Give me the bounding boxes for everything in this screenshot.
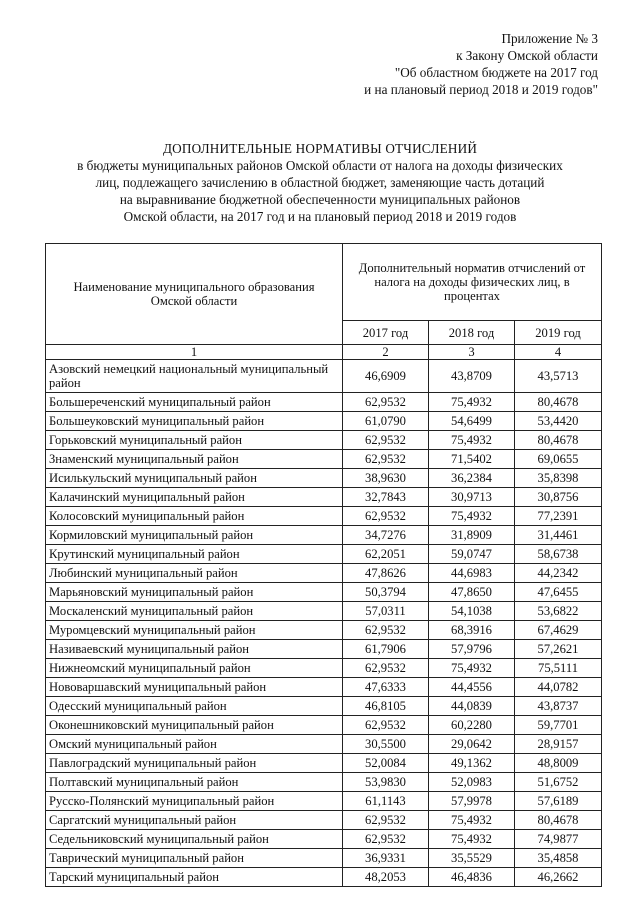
value-2018: 68,3916: [429, 621, 515, 640]
value-2017: 46,6909: [343, 360, 429, 393]
value-2017: 61,0790: [343, 412, 429, 431]
district-name: Павлоградский муниципальный район: [46, 754, 343, 773]
title-main: ДОПОЛНИТЕЛЬНЫЕ НОРМАТИВЫ ОТЧИСЛЕНИЙ: [162, 141, 478, 156]
value-2019: 28,9157: [515, 735, 602, 754]
value-2017: 52,0084: [343, 754, 429, 773]
table-body: [46, 360, 602, 887]
value-2018: 47,8650: [429, 583, 515, 602]
value-2018: 44,4556: [429, 678, 515, 697]
value-2017: 62,9532: [343, 621, 429, 640]
district-name: Тарский муниципальный район: [46, 868, 343, 887]
value-2019: 53,6822: [515, 602, 602, 621]
district-name: Горьковский муниципальный район: [46, 431, 343, 450]
value-2019: 80,4678: [515, 431, 602, 450]
value-2017: 62,9532: [343, 393, 429, 412]
column-number: 3: [429, 345, 515, 360]
appendix-law-period: и на плановый период 2018 и 2019 годов": [364, 82, 598, 97]
value-2018: 35,5529: [429, 849, 515, 868]
value-2019: 48,8009: [515, 754, 602, 773]
title-line-2: лиц, подлежащего зачислению в областной бюджет, заменяющие часть дотаций: [95, 175, 545, 190]
value-2017: 61,7906: [343, 640, 429, 659]
value-2017: 50,3794: [343, 583, 429, 602]
value-2017: 61,1143: [343, 792, 429, 811]
value-2019: 80,4678: [515, 811, 602, 830]
value-2017: 62,9532: [343, 507, 429, 526]
value-2018: 60,2280: [429, 716, 515, 735]
value-2017: 62,9532: [343, 830, 429, 849]
value-2019: 35,8398: [515, 469, 602, 488]
value-2018: 29,0642: [429, 735, 515, 754]
value-2019: 44,0782: [515, 678, 602, 697]
value-2019: 74,9877: [515, 830, 602, 849]
district-name: Одесский муниципальный район: [46, 697, 343, 716]
district-name: Оконешниковский муниципальный район: [46, 716, 343, 735]
table-row: [46, 431, 602, 450]
value-2018: 46,4836: [429, 868, 515, 887]
value-2019: 77,2391: [515, 507, 602, 526]
value-2019: 43,5713: [515, 360, 602, 393]
value-2019: 75,5111: [515, 659, 602, 678]
norms-table: [45, 243, 602, 887]
appendix-law-title: "Об областном бюджете на 2017 год: [394, 65, 598, 80]
value-2017: 46,8105: [343, 697, 429, 716]
value-2019: 69,0655: [515, 450, 602, 469]
value-2017: 47,8626: [343, 564, 429, 583]
value-2017: 36,9331: [343, 849, 429, 868]
value-2018: 54,1038: [429, 602, 515, 621]
header-year-2019: 2019 год: [515, 321, 602, 345]
header-name: Наименование муниципального образования Омской области: [46, 244, 343, 345]
value-2017: 62,9532: [343, 431, 429, 450]
header-norm: Дополнительный норматив отчислений от налога на доходы физических лиц, в процентах: [343, 244, 602, 321]
value-2019: 43,8737: [515, 697, 602, 716]
value-2017: 62,9532: [343, 811, 429, 830]
value-2019: 44,2342: [515, 564, 602, 583]
district-name: Колосовский муниципальный район: [46, 507, 343, 526]
value-2018: 57,9978: [429, 792, 515, 811]
value-2018: 30,9713: [429, 488, 515, 507]
district-name: Калачинский муниципальный район: [46, 488, 343, 507]
table-row: [46, 849, 602, 868]
value-2019: 31,4461: [515, 526, 602, 545]
table-row: [46, 716, 602, 735]
value-2019: 57,2621: [515, 640, 602, 659]
district-name: Знаменский муниципальный район: [46, 450, 343, 469]
district-name: Большеуковский муниципальный район: [46, 412, 343, 431]
value-2017: 32,7843: [343, 488, 429, 507]
table-row: [46, 640, 602, 659]
table-row: [46, 659, 602, 678]
table-row: [46, 621, 602, 640]
value-2018: 44,6983: [429, 564, 515, 583]
district-name: Москаленский муниципальный район: [46, 602, 343, 621]
column-number: 2: [343, 345, 429, 360]
district-name: Називаевский муниципальный район: [46, 640, 343, 659]
value-2019: 58,6738: [515, 545, 602, 564]
value-2018: 75,4932: [429, 431, 515, 450]
value-2019: 46,2662: [515, 868, 602, 887]
appendix-law: к Закону Омской области: [456, 48, 598, 63]
value-2019: 80,4678: [515, 393, 602, 412]
value-2017: 47,6333: [343, 678, 429, 697]
table-row: [46, 507, 602, 526]
value-2017: 62,9532: [343, 450, 429, 469]
value-2018: 71,5402: [429, 450, 515, 469]
title-line-4: Омской области, на 2017 год и на плановый период 2018 и 2019 годов: [123, 209, 517, 224]
value-2019: 57,6189: [515, 792, 602, 811]
value-2017: 62,2051: [343, 545, 429, 564]
district-name: Муромцевский муниципальный район: [46, 621, 343, 640]
district-name: Нижнеомский муниципальный район: [46, 659, 343, 678]
value-2018: 59,0747: [429, 545, 515, 564]
value-2019: 30,8756: [515, 488, 602, 507]
value-2017: 30,5500: [343, 735, 429, 754]
table-row: [46, 868, 602, 887]
table-row: [46, 773, 602, 792]
district-name: Саргатский муниципальный район: [46, 811, 343, 830]
district-name: Исилькульский муниципальный район: [46, 469, 343, 488]
value-2018: 49,1362: [429, 754, 515, 773]
value-2019: 35,4858: [515, 849, 602, 868]
column-number: 4: [515, 345, 602, 360]
district-name: Русско-Полянский муниципальный район: [46, 792, 343, 811]
district-name: Омский муниципальный район: [46, 735, 343, 754]
table-row: [46, 360, 602, 393]
table-row: [46, 697, 602, 716]
table-row: [46, 678, 602, 697]
table-row: [46, 545, 602, 564]
value-2018: 75,4932: [429, 811, 515, 830]
district-name: Нововаршавский муниципальный район: [46, 678, 343, 697]
appendix-heading: [298, 30, 598, 98]
district-name: Полтавский муниципальный район: [46, 773, 343, 792]
district-name: Таврический муниципальный район: [46, 849, 343, 868]
district-name: Марьяновский муниципальный район: [46, 583, 343, 602]
table-row: [46, 602, 602, 621]
value-2018: 75,4932: [429, 507, 515, 526]
appendix-number: Приложение № 3: [501, 31, 598, 46]
value-2019: 47,6455: [515, 583, 602, 602]
value-2018: 52,0983: [429, 773, 515, 792]
document-title: [40, 140, 600, 225]
table-row: [46, 393, 602, 412]
table-row: [46, 488, 602, 507]
value-2019: 53,4420: [515, 412, 602, 431]
value-2018: 75,4932: [429, 659, 515, 678]
district-name: Кормиловский муниципальный район: [46, 526, 343, 545]
table-row: [46, 792, 602, 811]
table-row: [46, 526, 602, 545]
table-row: [46, 735, 602, 754]
value-2018: 57,9796: [429, 640, 515, 659]
value-2017: 53,9830: [343, 773, 429, 792]
value-2017: 62,9532: [343, 716, 429, 735]
value-2018: 36,2384: [429, 469, 515, 488]
district-name: Большереченский муниципальный район: [46, 393, 343, 412]
value-2019: 51,6752: [515, 773, 602, 792]
value-2018: 43,8709: [429, 360, 515, 393]
table-row: [46, 450, 602, 469]
district-name: Любинский муниципальный район: [46, 564, 343, 583]
district-name: Крутинский муниципальный район: [46, 545, 343, 564]
value-2018: 75,4932: [429, 830, 515, 849]
value-2019: 67,4629: [515, 621, 602, 640]
header-year-2018: 2018 год: [429, 321, 515, 345]
table-row: [46, 469, 602, 488]
value-2018: 54,6499: [429, 412, 515, 431]
table-row: [46, 564, 602, 583]
district-name: Азовский немецкий национальный муниципальный район: [46, 360, 343, 393]
header-year-2017: 2017 год: [343, 321, 429, 345]
title-line-3: на выравнивание бюджетной обеспеченности муниципальных районов: [119, 192, 521, 207]
value-2017: 48,2053: [343, 868, 429, 887]
title-line-1: в бюджеты муниципальных районов Омской области от налога на доходы физических: [77, 158, 563, 173]
value-2018: 31,8909: [429, 526, 515, 545]
value-2017: 34,7276: [343, 526, 429, 545]
value-2018: 75,4932: [429, 393, 515, 412]
table-row: [46, 412, 602, 431]
district-name: Седельниковский муниципальный район: [46, 830, 343, 849]
value-2017: 38,9630: [343, 469, 429, 488]
value-2019: 59,7701: [515, 716, 602, 735]
value-2017: 57,0311: [343, 602, 429, 621]
table-row: [46, 754, 602, 773]
value-2017: 62,9532: [343, 659, 429, 678]
table-row: [46, 811, 602, 830]
table-row: [46, 583, 602, 602]
value-2018: 44,0839: [429, 697, 515, 716]
table-row: [46, 830, 602, 849]
column-number: 1: [46, 345, 343, 360]
